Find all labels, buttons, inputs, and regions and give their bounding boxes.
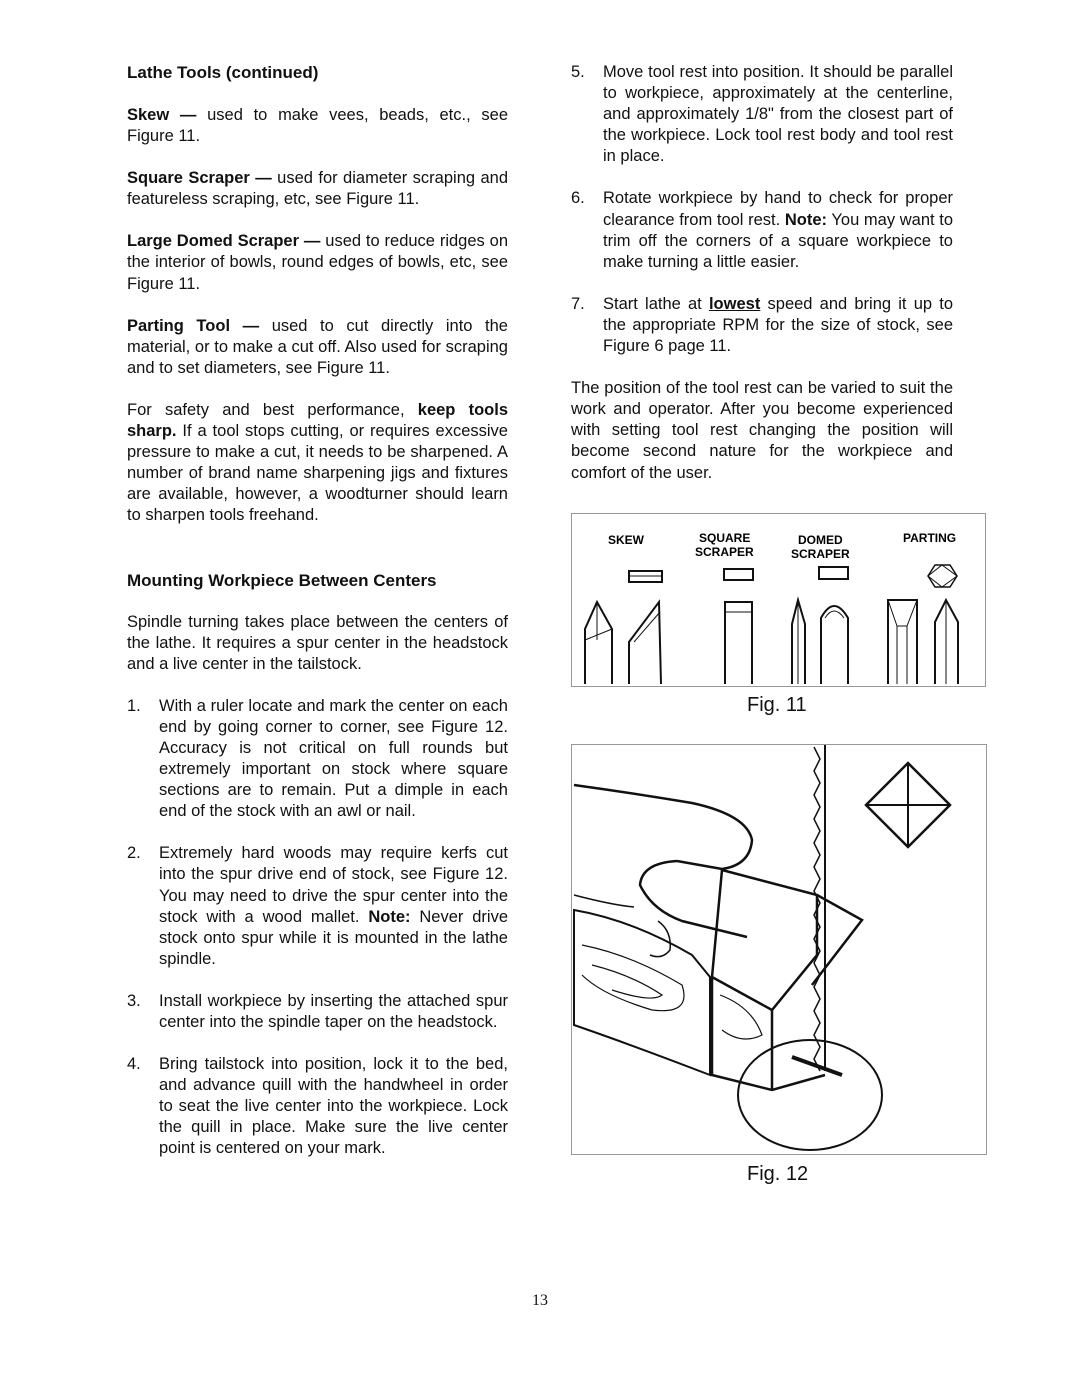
step-number: 3. — [127, 991, 141, 1010]
step-text: Bring tailstock into position, lock it to the bed, and advance quill with the handwheel in order to seat the live center into the workpiece. Lock the quill in place. Make sure the live center point is centered on your mark. — [159, 1055, 508, 1158]
step-text-post: Never drive stock onto spur while it is mounted in the lathe spindle. — [159, 907, 508, 968]
skew-term: Skew — — [127, 106, 197, 124]
step-2 — [127, 843, 508, 970]
square-scraper-text: used for diameter scraping and featureless scraping, etc, see Figure 11. — [127, 169, 508, 209]
step-number: 7. — [571, 294, 585, 313]
step-number: 4. — [127, 1055, 141, 1074]
step-text: Rotate workpiece by hand to check for proper clearance from tool rest. — [603, 189, 953, 229]
safety-pre: For safety and best performance, — [127, 400, 418, 419]
note-label: Note: — [368, 907, 411, 926]
step-3 — [127, 991, 508, 1033]
intro-paragraph: Spindle turning takes place between the centers of the lathe. It requires a spur center in the headstock and a live center in the tailstock. — [127, 612, 508, 673]
domed-scraper-section-icon — [819, 567, 848, 579]
lathe-tools-illustration — [572, 514, 985, 686]
parting-tool-term: Parting Tool — — [127, 316, 260, 335]
label-square: SQUARE — [699, 531, 751, 545]
step-text-post: You may want to trim off the corners of a square workpiece to make turning a little easier. — [603, 210, 954, 271]
page-number: 13 — [532, 1292, 548, 1309]
figure-12-caption: Fig. 12 — [747, 1163, 809, 1185]
note-label: Note: — [784, 210, 828, 229]
step-number: 2. — [127, 844, 141, 863]
parting-section-icon — [928, 565, 957, 587]
domed-scraper-text: used to reduce ridges on the interior of bowls, round edges of bowls, etc, see Figure 11. — [127, 232, 508, 293]
step-text: With a ruler locate and mark the center on each end by going corner to corner, see Figure 12. Accuracy is not critical on full rounds but extremely important on stock where square sections are to remain. Put a dimple in each end of the stock with an awl or nail. — [159, 696, 508, 821]
step-1 — [127, 696, 508, 823]
left-column — [127, 62, 508, 1160]
label-parting: PARTING — [903, 531, 957, 545]
skew-tool-angled-icon — [629, 602, 661, 684]
hand-icon — [574, 785, 752, 869]
skew-text: used to make vees, beads, etc., see Figure 11. — [127, 106, 508, 146]
square-scraper-paragraph — [127, 168, 508, 210]
step-number: 6. — [571, 189, 585, 208]
step-text: Move tool rest into position. It should be parallel to workpiece, approximately at the centerline, and approximately 1/8" from the closest part of the workpiece. Lock tool rest body and tool rest in place. — [603, 63, 953, 166]
step-4 — [127, 1054, 508, 1159]
figure-11-tools — [571, 513, 986, 687]
figure-11-caption: Fig. 11 — [747, 694, 807, 716]
lowest-emphasis: lowest — [708, 294, 761, 313]
skew-paragraph — [127, 105, 508, 147]
step-number: 1. — [127, 696, 141, 715]
skew-tool-icon — [585, 602, 612, 684]
step-text: Install workpiece by inserting the attached spur center into the spindle taper on the headstock. — [159, 991, 508, 1031]
round-stock-end-icon — [738, 1040, 882, 1150]
parting-tool-text: used to cut directly into the material, or to make a cut off. Also used for scraping and to set diameters, see Figure 11. — [127, 316, 508, 377]
label-scraper: SCRAPER — [791, 547, 850, 561]
safety-paragraph — [127, 400, 508, 527]
right-column — [571, 62, 953, 484]
step-7 — [571, 294, 953, 357]
square-scraper-tool-icon — [725, 602, 752, 684]
step-5 — [571, 62, 953, 167]
heading-lathe-tools: Lathe Tools (continued) — [127, 63, 319, 82]
step-text: Extremely hard woods may require kerfs cut into the spur drive end of stock, see Figure 12. You may need to drive the spur center into the stock with a wood mallet. — [159, 844, 508, 926]
step-text-post: speed and bring it up to the appropriate RPM for the size of stock, see Figure 6 page 11. — [603, 294, 954, 356]
label-skew: SKEW — [608, 533, 644, 547]
label-domed: DOMED — [798, 533, 843, 547]
safety-post: If a tool stops cutting, or requires excessive pressure to make a cut, it needs to be sharpened. A number of brand name sharpening jigs and fixtures are available, however, a woodturner should learn to sharpen tools freehand. — [127, 422, 508, 525]
figure-12-workpiece — [571, 744, 987, 1155]
label-scraper: SCRAPER — [695, 545, 754, 559]
heading-mounting-workpiece: Mounting Workpiece Between Centers — [127, 570, 437, 590]
workpiece-marking-illustration — [572, 745, 986, 1154]
step-text: Start lathe at — [603, 294, 709, 313]
workpiece-block-icon — [712, 870, 817, 1010]
square-scraper-section-icon — [724, 569, 753, 580]
parting-tool-paragraph — [127, 316, 508, 379]
domed-scraper-term: Large Domed Scraper — — [127, 232, 321, 251]
safety-bold: keep tools sharp. — [127, 400, 508, 441]
step-6 — [571, 188, 953, 272]
closing-paragraph: The position of the tool rest can be varied to suit the work and operator. After you become experienced with setting tool rest changing the position will become second nature for the workpiece and comfort of the user. — [571, 379, 953, 482]
square-scraper-term: Square Scraper — — [127, 169, 272, 188]
step-number: 5. — [571, 63, 585, 81]
domed-scraper-paragraph — [127, 231, 508, 294]
